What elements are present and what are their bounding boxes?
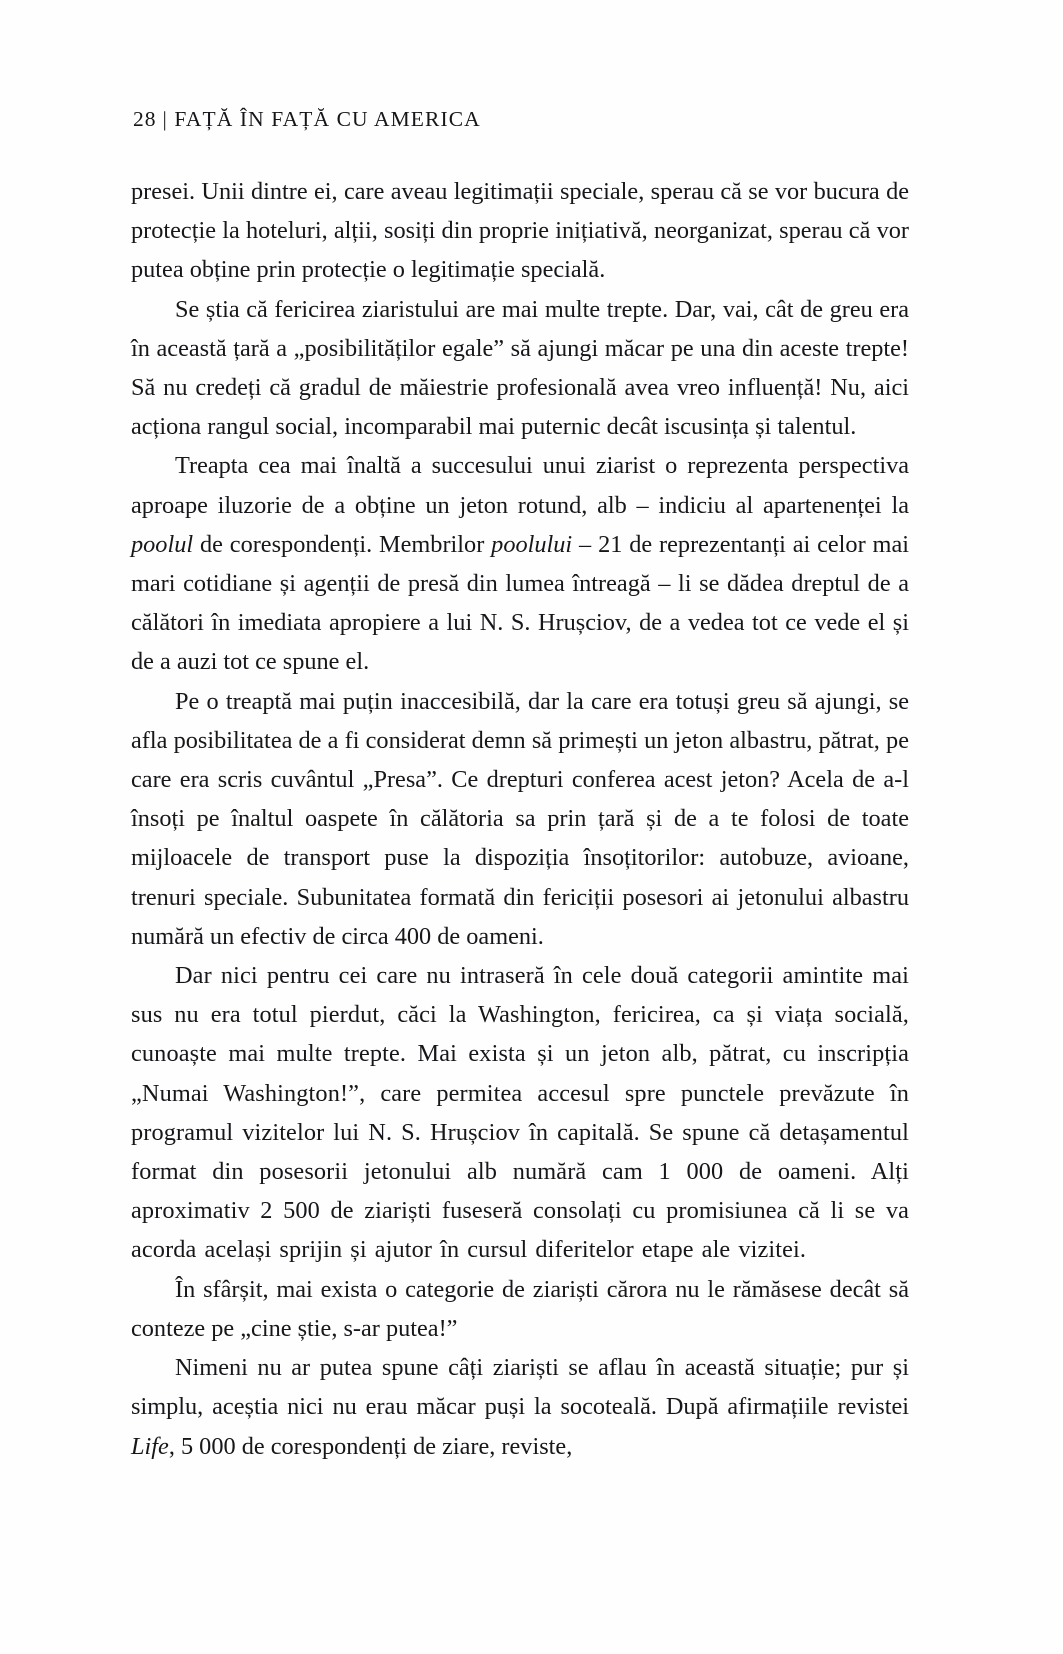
paragraph-3: Treapta cea mai înaltă a succesului unui ziarist o reprezenta perspectiva aproape iluzorie de a obține un jeton rotund, alb – indiciu al apartenenței la poolul de corespondenți. Membrilor poolului – 21 de reprezentanți ai celor mai mari cotidiane și agenții de presă din lumea întreagă – li se dădea dreptul de a călători în imediata apropiere a lui N. S. Hrușciov, de a vedea tot ce vede el și de a auzi tot ce spune el.: [131, 452, 909, 676]
italic-emphasis: poolul: [131, 530, 194, 558]
running-head-separator: |: [162, 107, 168, 131]
paragraph-5: Dar nici pentru cei care nu intraseră în cele două categorii amintite mai sus nu era totul pierdut, căci la Washington, fericirea, ca și viața socială, cunoaște mai multe trepte. Mai exista și un jeton alb, pătrat, cu inscripția „Numai Washington!”, care permitea accesul spre punctele prevăzute în programul vizitelor lui N. S. Hrușciov în capitală. Se spune că detașamentul format din posesorii jetonului alb numără cam 1 000 de oameni. Alți aproximativ 2 500 de ziariști fuseseră consolați cu promisiunea că li se va acorda același sprijin și ajutor în cursul diferitelor etape ale vizitei.: [131, 962, 909, 1264]
body-text-block: [131, 172, 909, 1466]
paragraph-6: În sfârșit, mai exista o categorie de ziariști cărora nu le rămăsese decât să conteze pe „cine știe, s-ar putea!”: [131, 1275, 909, 1342]
paragraph-7: Nimeni nu ar putea spune câți ziariști se aflau în această situație; pur și simplu, aceștia nici nu erau măcar puși la socoteală. După afirmațiile revistei Life, 5 000 de corespondenți de ziare, reviste,: [131, 1354, 909, 1460]
italic-emphasis: Life: [131, 1432, 169, 1460]
paragraph-2: Se știa că fericirea ziaristului are mai multe trepte. Dar, vai, cât de greu era în această țară a „posibilităților egale” să ajungi măcar pe una din aceste trepte! Să nu credeți că gradul de măiestrie profesională avea vreo influență! Nu, aici acționa rangul social, incomparabil mai puternic decât iscusința și talentul.: [131, 295, 909, 441]
paragraph-1: presei. Unii dintre ei, care aveau legitimații speciale, sperau că se vor bucura de protecție la hoteluri, alții, sosiți din proprie inițiativă, neorganizat, sperau că vor putea obține prin protecție o legitimație specială.: [131, 178, 909, 284]
italic-emphasis: poolului: [491, 530, 573, 558]
running-head: [133, 107, 481, 132]
page-number: 28: [133, 107, 157, 131]
running-head-title: FAȚĂ ÎN FAȚĂ CU AMERICA: [174, 107, 481, 131]
paragraph-4: Pe o treaptă mai puțin inaccesibilă, dar la care era totuși greu să ajungi, se afla posibilitatea de a fi considerat demn să primești un jeton albastru, pătrat, pe care era scris cuvântul „Presa”. Ce drepturi conferea acest jeton? Acela de a-l însoți pe înaltul oaspete în călătoria sa prin țară și de a te folosi de toate mijloacele de transport puse la dispoziția însoțitorilor: autobuze, avioane, trenuri speciale. Subunitatea formată din fericiții posesori ai jetonului albastru numără un efectiv de circa 400 de oameni.: [131, 687, 909, 950]
